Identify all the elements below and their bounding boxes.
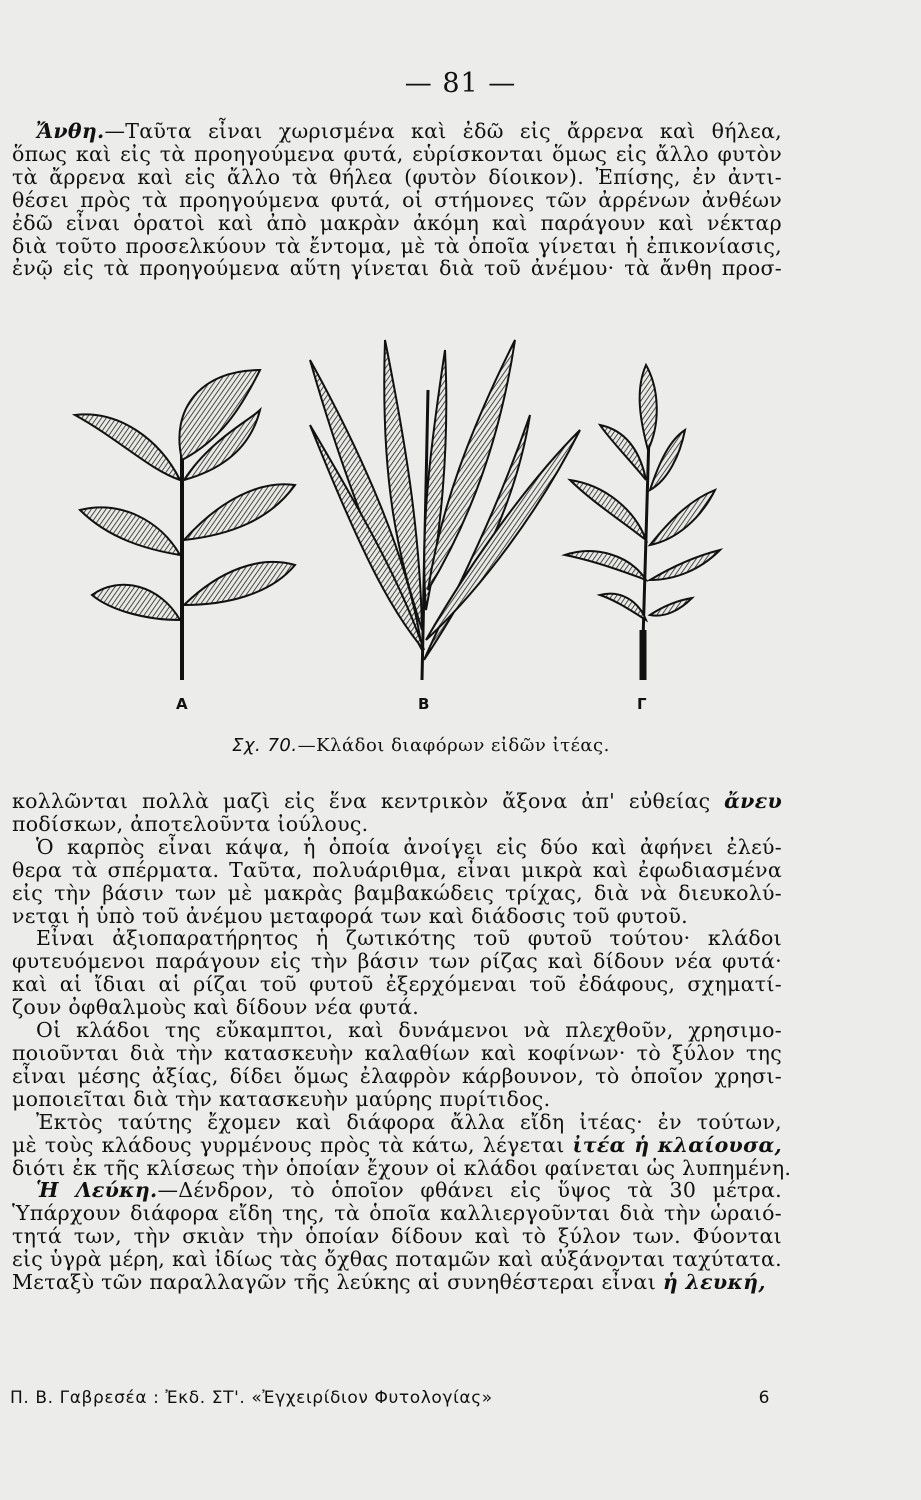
- paragraph: [12, 927, 782, 1019]
- paragraph: [12, 1109, 792, 1180]
- bold-term: Ἄνθη.: [36, 119, 105, 143]
- line-text: Ὑπάρχουν διάφορα εἴδη της, τὰ ὁποῖα καλλιεργοῦνται διὰ τὴν ὡραιό-: [12, 1201, 782, 1226]
- figure-label-c: Γ: [637, 695, 647, 713]
- line-text: θερα τὰ σπέρματα. Ταῦτα, πολυάριθμα, εἶναι μικρὰ καὶ ἐφωδιασμένα: [12, 857, 782, 882]
- line-text: ὅπως καὶ εἰς τὰ προηγούμενα φυτά, εὑρίσκονται ὅμως εἰς ἄλλο φυτὸν: [12, 141, 782, 166]
- line-text: κολλῶνται πολλὰ μαζὶ εἰς ἕνα κεντρικὸν ἄξονα ἀπ' εὐθείας: [12, 789, 725, 813]
- text-line: [12, 1155, 792, 1180]
- line-text: ζουν ὀφθαλμοὺς καὶ δίδουν νέα φυτά.: [12, 995, 420, 1020]
- text-line: [12, 996, 782, 1019]
- figure-caption: [232, 735, 610, 756]
- text-line: [12, 1134, 782, 1157]
- line-text: τητά των, τὴν σκιὰν τὴν ὁποίαν δίδουν καὶ τὸ ξύλον των. Φύονται: [12, 1224, 782, 1249]
- line-text: νεται ἡ ὑπὸ τοῦ ἀνέμου μεταφορά των καὶ διάδοσις τοῦ φυτοῦ.: [12, 903, 688, 928]
- line-text: εἰς ὑγρὰ μέρη, καὶ ἰδίως τὰς ὄχθας ποταμῶν καὶ αὐξάνονται ταχύτατα.: [12, 1247, 782, 1272]
- text-line: [12, 790, 782, 813]
- paragraph: [12, 1179, 782, 1294]
- branch-c-illustration: [565, 365, 720, 680]
- figure-label-b: Β: [418, 695, 430, 713]
- footer-signature-number: 6: [758, 1388, 770, 1408]
- line-text: θέσει πρὸς τὰ προηγούμενα φυτά, οἱ στήμονες τῶν ἀρρένων ἀνθέων: [12, 187, 782, 212]
- text-line: [12, 1248, 782, 1271]
- bold-term: ἄνευ: [724, 789, 782, 813]
- bold-term: ἰτέα ἡ κλαίουσα,: [572, 1132, 782, 1157]
- intro-paragraph: [12, 120, 782, 280]
- paragraph: [12, 1019, 782, 1111]
- willow-branches-figure: [60, 330, 760, 725]
- line-text: μὲ τοὺς κλάδους γυρμένους πρὸς τὰ κάτω, λέγεται: [12, 1132, 573, 1157]
- paragraph: [12, 790, 782, 836]
- line-text: φυτευόμενοι παράγουν εἰς τὴν βάσιν των ρίζας καὶ δίδουν νέα φυτά·: [12, 949, 782, 974]
- line-text: Εἶναι ἀξιοπαρατήρητος ἡ ζωτικότης τοῦ φυτοῦ τούτου· κλάδοι: [36, 926, 782, 951]
- figure-label-a: Α: [176, 695, 188, 713]
- text-line: [12, 973, 782, 996]
- text-line: [12, 235, 782, 258]
- page-number: — 81 —: [404, 68, 517, 99]
- text-line: [12, 1088, 782, 1111]
- paragraph: [12, 836, 782, 928]
- text-line: [12, 189, 782, 212]
- text-line: [12, 257, 782, 280]
- branch-a-illustration: [75, 370, 295, 680]
- line-text: ἐνῷ εἰς τὰ προηγούμενα αὕτη γίνεται διὰ τοῦ ἀνέμου· τὰ ἄνθη προσ-: [12, 256, 782, 281]
- line-text: τὰ ἄρρενα καὶ εἰς ἄλλο τὰ θήλεα (φυτὸν δίοικον). Ἐπίσης, ἐν ἀντι-: [12, 164, 782, 189]
- branch-b-illustration: [310, 340, 580, 680]
- text-line: [12, 1202, 782, 1225]
- line-text: —Ταῦτα εἶναι χωρισμένα καὶ ἐδῶ εἰς ἄρρενα καὶ θήλεα,: [104, 119, 782, 143]
- line-text: καὶ αἱ ἴδιαι αἱ ρίζαι τοῦ φυτοῦ ἐξερχόμεναι τοῦ ἐδάφους, σχηματί-: [12, 972, 782, 997]
- text-line: [12, 905, 782, 928]
- text-line: [12, 1065, 782, 1088]
- text-line: [12, 1225, 782, 1248]
- figure-caption-text: —Κλάδοι διαφόρων εἰδῶν ἰτέας.: [297, 735, 610, 756]
- line-text: διότι ἐκ τῆς κλίσεως τὴν ὁποίαν ἔχουν οἱ κλάδοι φαίνεται ὡς λυπημένη.: [12, 1155, 792, 1180]
- line-text: ἐδῶ εἶναι ὁρατοὶ καὶ ἀπὸ μακρὰν ἀκόμη καὶ παράγουν καὶ νέκταρ: [12, 210, 782, 235]
- text-line: [12, 950, 782, 973]
- line-text: εἶναι μέσης ἀξίας, δίδει ὅμως ἐλαφρὸν κάρβουνον, τὸ ὁποῖον χρησι-: [12, 1063, 782, 1088]
- line-text: Μεταξὺ τῶν παραλλαγῶν τῆς λεύκης αἱ συνηθέστεραι εἶναι: [12, 1270, 663, 1295]
- text-line: [12, 1179, 782, 1202]
- line-text: ποιοῦνται διὰ τὴν κατασκευὴν καλαθίων καὶ κοφίνων· τὸ ξύλον της: [12, 1040, 782, 1065]
- text-line: [12, 1019, 782, 1042]
- bold-term: ἡ λευκή,: [662, 1270, 766, 1295]
- line-text: Οἱ κλάδοι της εὔκαμπτοι, καὶ δυνάμενοι νὰ πλεχθοῦν, χρησιμο-: [36, 1018, 782, 1043]
- text-line: [12, 927, 782, 950]
- text-line: [12, 1111, 782, 1134]
- text-line: [12, 166, 782, 189]
- line-text: —Δένδρον, τὸ ὁποῖον φθάνει εἰς ὕψος τὰ 30 μέτρα.: [157, 1178, 782, 1203]
- text-line: [12, 212, 782, 235]
- page-footer: [10, 1388, 770, 1408]
- text-line: [12, 882, 782, 905]
- text-line: [12, 1042, 782, 1065]
- text-line: [12, 120, 782, 143]
- line-text: Ἐκτὸς ταύτης ἔχομεν καὶ διάφορα ἄλλα εἴδη ἰτέας· ἐν τούτων,: [36, 1109, 782, 1134]
- line-text: διὰ τοῦτο προσελκύουν τὰ ἔντομα, μὲ τὰ ὁποῖα γίνεται ἡ ἐπικονίασις,: [12, 233, 782, 258]
- line-text: εἰς τὴν βάσιν των μὲ μακρὰς βαμβακώδεις τρίχας, διὰ νὰ διευκολύ-: [12, 880, 782, 905]
- line-text: μοποιεῖται διὰ τὴν κατασκευὴν μαύρης πυρίτιδος.: [12, 1086, 551, 1111]
- text-line: [12, 813, 782, 836]
- line-text: Ὁ καρπὸς εἶναι κάψα, ἡ ὁποία ἀνοίγει εἰς δύο καὶ ἀφήνει ἐλεύ-: [36, 834, 782, 859]
- text-line: [12, 836, 782, 859]
- bold-term: Ἡ Λεύκη.: [36, 1178, 158, 1203]
- text-line: [12, 1271, 782, 1294]
- figure-caption-prefix: Σχ. 70.: [232, 735, 298, 756]
- line-text: ποδίσκων, ἀποτελοῦντα ἰούλους.: [12, 811, 369, 836]
- text-line: [12, 859, 782, 882]
- text-line: [12, 143, 782, 166]
- body-text: [12, 789, 792, 1295]
- footer-source: Π. Β. Γαβρεσέα : Ἐκδ. ΣΤ'. «Ἐγχειρίδιον Φυτολογίας»: [10, 1388, 493, 1408]
